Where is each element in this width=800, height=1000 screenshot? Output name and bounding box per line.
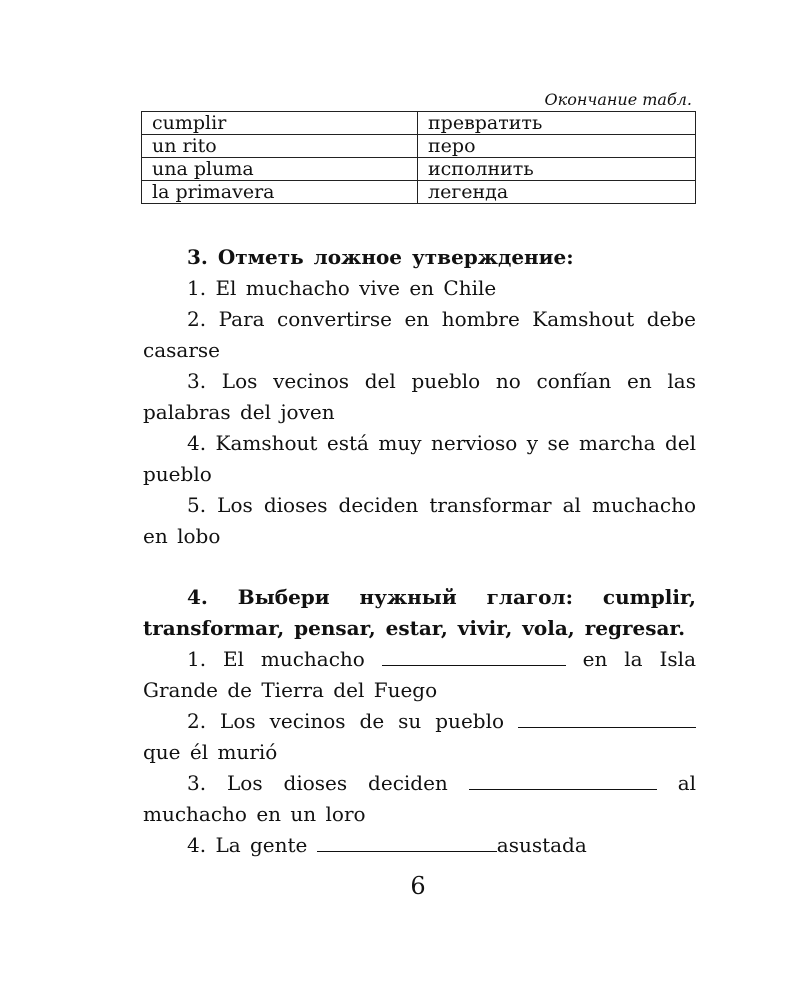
- task-4-title: 4. Выбери нужный глагол: cumplir, transformar, pensar, estar, vivir, vola, regresar.: [143, 585, 696, 640]
- answer-blank[interactable]: [317, 833, 497, 852]
- russian-word: перо: [418, 135, 696, 158]
- table-caption: Окончание табл.: [544, 90, 692, 109]
- spanish-word: cumplir: [142, 112, 418, 135]
- answer-blank[interactable]: [469, 771, 657, 790]
- page-number: 6: [410, 872, 426, 900]
- table-row: [142, 158, 696, 181]
- vocabulary-table: [141, 111, 696, 204]
- table-row: [142, 135, 696, 158]
- task-4: [143, 582, 696, 861]
- statement-item: 4. Kamshout está muy nervioso y se marcha del pueblo: [143, 431, 696, 486]
- statement-item: 5. Los dioses deciden transformar al muchacho en lobo: [143, 493, 696, 548]
- spanish-word: una pluma: [142, 158, 418, 181]
- fill-in-item: 2. Los vecinos de su pueblo que él murió: [143, 706, 696, 768]
- table-row: [142, 112, 696, 135]
- answer-blank[interactable]: [518, 709, 696, 728]
- answer-blank[interactable]: [382, 647, 566, 666]
- fill-in-item: 1. El muchacho en la Isla Grande de Tierra del Fuego: [143, 647, 696, 702]
- spanish-word: un rito: [142, 135, 418, 158]
- spanish-word: la primavera: [142, 181, 418, 204]
- russian-word: легенда: [418, 181, 696, 204]
- russian-word: превратить: [418, 112, 696, 135]
- statement-item: 1. El muchacho vive en Chile: [187, 276, 497, 300]
- statement-item: 3. Los vecinos del pueblo no confían en las palabras del joven: [143, 369, 696, 424]
- fill-in-item: 3. Los dioses deciden al muchacho en un loro: [143, 771, 697, 826]
- statement-item: 2. Para convertirse en hombre Kamshout debe casarse: [143, 307, 696, 362]
- task-3-title: 3. Отметь ложное утверждение:: [187, 245, 574, 269]
- fill-in-item: 4. La gente asustada: [187, 833, 587, 857]
- task-3: [143, 242, 696, 552]
- table-row: [142, 181, 696, 204]
- russian-word: исполнить: [418, 158, 696, 181]
